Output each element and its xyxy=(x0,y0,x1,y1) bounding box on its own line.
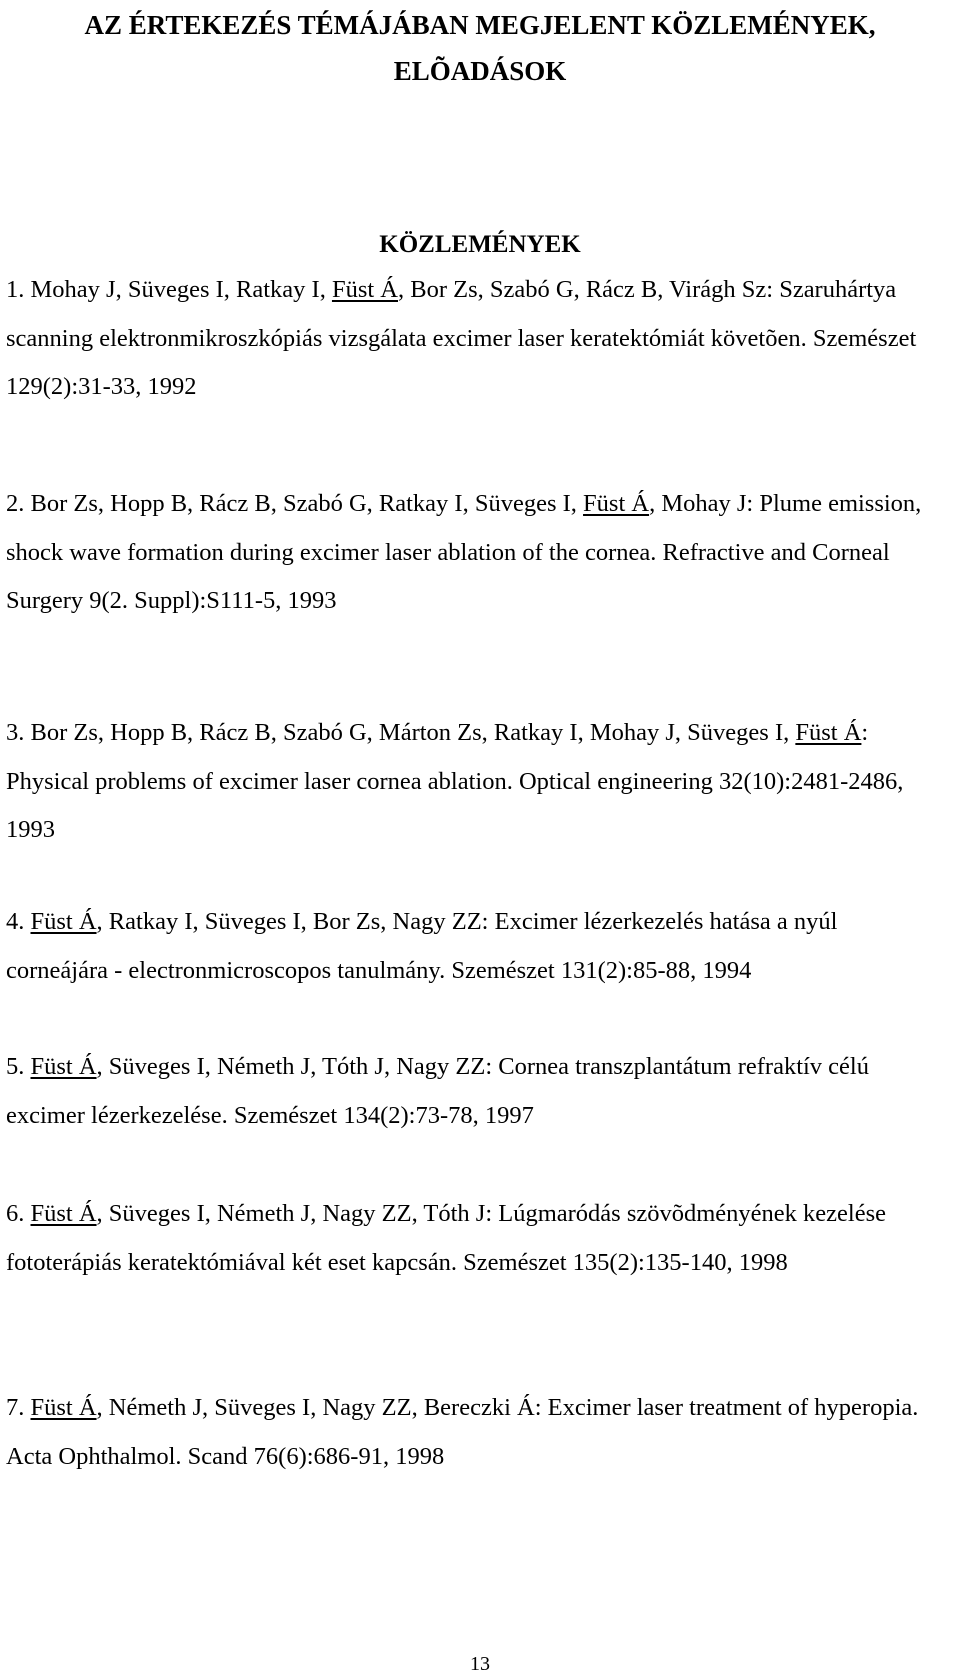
publication-authors-before: Bor Zs, Hopp B, Rácz B, Szabó G, Márton Zs, Ratkay I, Mohay J, Süveges I, xyxy=(24,719,796,746)
document-title-line-1: AZ ÉRTEKEZÉS TÉMÁJÁBAN MEGJELENT KÖZLEMÉNYEK, xyxy=(84,10,876,40)
publication-item-2 xyxy=(6,480,944,626)
highlighted-author: Füst Á xyxy=(30,1053,97,1080)
publication-authors-after: , Bor Zs, Szabó G, Rácz B, Virágh Sz: xyxy=(398,276,774,303)
section-heading: KÖZLEMÉNYEK xyxy=(379,231,581,258)
publication-item-7 xyxy=(6,1384,944,1481)
publication-item-3 xyxy=(6,709,944,855)
publication-number: 5. xyxy=(6,1053,25,1080)
publication-authors-after: , Németh J, Süveges I, Nagy ZZ, Bereczki Á: xyxy=(96,1394,542,1421)
document-title xyxy=(0,2,960,94)
publication-title-and-source: Lúgmaródás szövõdményének kezelése fototerápiás keratektómiával két eset kapcsán. Szemészet 135(2):135-140, 1998 xyxy=(6,1200,887,1276)
highlighted-author: Füst Á xyxy=(795,719,862,746)
publication-title-and-source: Excimer lézerkezelés hatása a nyúl corneájára - electronmicroscopos tanulmány. Szemészet 131(2):85-88, 1994 xyxy=(6,908,838,984)
publication-number: 6. xyxy=(6,1200,25,1227)
publication-number: 4. xyxy=(6,908,25,935)
publication-title-and-source: Cornea transzplantátum refraktív célú excimer lézerkezelése. Szemészet 134(2):73-78, 1997 xyxy=(6,1053,869,1129)
publication-authors-before: Bor Zs, Hopp B, Rácz B, Szabó G, Ratkay I, Süveges I, xyxy=(24,490,584,517)
publication-number: 3. xyxy=(6,719,25,746)
document-title-line-2: ELÕADÁSOK xyxy=(393,56,567,86)
publication-number: 2. xyxy=(6,490,25,517)
publication-number: 1. xyxy=(6,276,25,303)
publication-authors-before: Mohay J, Süveges I, Ratkay I, xyxy=(24,276,332,303)
publication-item-5 xyxy=(6,1043,944,1140)
publication-authors-after: , Mohay J: xyxy=(649,490,754,517)
publication-authors-after: , Süveges I, Németh J, Nagy ZZ, Tóth J: xyxy=(96,1200,493,1227)
highlighted-author: Füst Á xyxy=(30,1394,97,1421)
publication-number: 7. xyxy=(6,1394,25,1421)
highlighted-author: Füst Á xyxy=(30,1200,97,1227)
publication-item-6 xyxy=(6,1190,944,1287)
publication-title-and-source: Szaruhártya scanning elektronmikroszkópiás vizsgálata excimer laser keratektómiát követõen. Szemészet 129(2):31-33, 1992 xyxy=(6,276,917,400)
publication-title-and-source: Plume emission, shock wave formation during excimer laser ablation of the cornea. Refractive and Corneal Surgery 9(2. Suppl):S111-5, 1993 xyxy=(6,490,922,614)
publication-title-and-source: Physical problems of excimer laser cornea ablation. Optical engineering 32(10):2481-2486, 1993 xyxy=(6,767,904,843)
highlighted-author: Füst Á xyxy=(30,908,97,935)
highlighted-author: Füst Á xyxy=(583,490,650,517)
page-number: 13 xyxy=(470,1653,490,1675)
publication-item-4 xyxy=(6,898,944,995)
publication-authors-after: , Ratkay I, Süveges I, Bor Zs, Nagy ZZ: xyxy=(96,908,489,935)
publication-authors-after: : xyxy=(861,719,869,746)
highlighted-author: Füst Á xyxy=(331,276,398,303)
publication-item-1 xyxy=(6,266,944,412)
publication-authors-after: , Süveges I, Németh J, Tóth J, Nagy ZZ: xyxy=(96,1053,493,1080)
publication-title-and-source: Excimer laser treatment of hyperopia. Acta Ophthalmol. Scand 76(6):686-91, 1998 xyxy=(6,1394,919,1470)
